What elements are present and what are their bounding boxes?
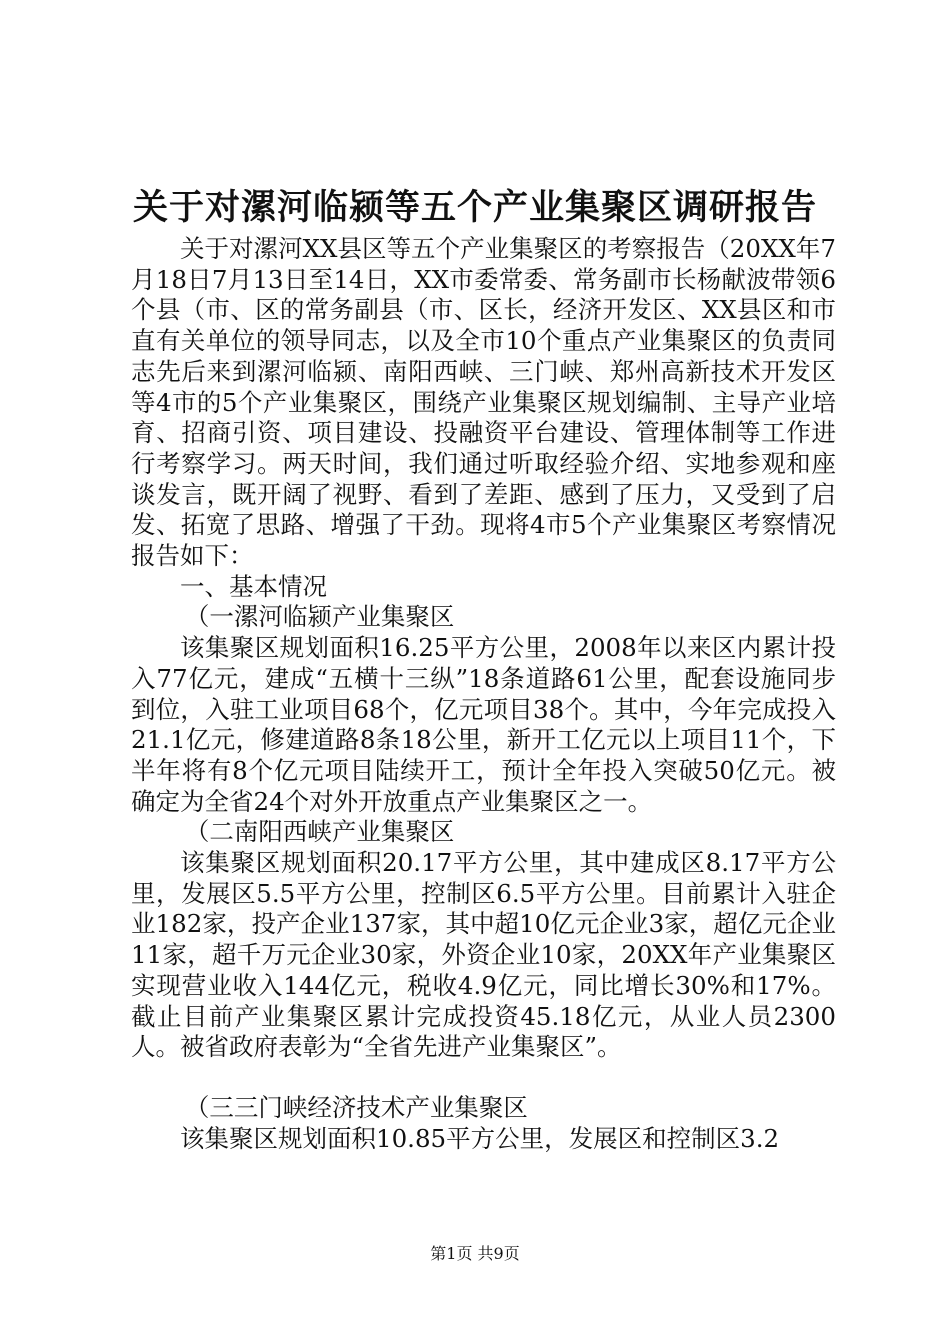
- intro-paragraph: 关于对漯河XX县区等五个产业集聚区的考察报告（20XX年7月18日7月13日至14日，XX市委常委、常务副市长杨献波带领6个县（市、区的常务副县（市、区长，经济开发区、XX县区和市直有关单位的领导同志，以及全市10个重点产业集聚区的负责同志先后来到漯河临颍、南阳西峡、三门峡、郑州高新技术开发区等4市的5个产业集聚区，围绕产业集聚区规划编制、主导产业培育、招商引资、项目建设、投融资平台建设、管理体制等工作进行考察学习。两天时间，我们通过听取经验介绍、实地参观和座谈发言，既开阔了视野、看到了差距、感到了压力，又受到了启发、拓宽了思路、增强了干劲。现将4市5个产业集聚区考察情况报告如下：: [131, 234, 836, 571]
- subsection-heading-sanmenxia: （三三门峡经济技术产业集聚区: [184, 1092, 528, 1122]
- subsection-body-xixia: 该集聚区规划面积20.17平方公里，其中建成区8.17平方公里，发展区5.5平方公里，控制区6.5平方公里。目前累计入驻企业182家，投产企业137家，其中超10亿元企业3家，超亿元企业11家，超千万元企业30家，外资企业10家，20XX年产业集聚区实现营业收入144亿元，税收4.9亿元，同比增长30%和17%。截止目前产业集聚区累计完成投资45.18亿元，从业人员2300人。被省政府表彰为“全省先进产业集聚区”。: [131, 848, 836, 1062]
- subsection-body-sanmenxia: 该集聚区规划面积10.85平方公里，发展区和控制区3.2: [180, 1123, 780, 1153]
- page-footer: 第1页 共9页: [430, 1244, 520, 1263]
- subsection-heading-linying: （一漯河临颍产业集聚区: [184, 602, 455, 632]
- document-title: 关于对漯河临颍等五个产业集聚区调研报告: [132, 187, 817, 228]
- section-heading-basic-info: 一、基本情况: [180, 571, 327, 601]
- subsection-body-linying: 该集聚区规划面积16.25平方公里，2008年以来区内累计投入77亿元，建成“五横十三纵”18条道路61公里，配套设施同步到位，入驻工业项目68个，亿元项目38个。其中，今年完成投入21.1亿元，修建道路8条18公里，新开工亿元以上项目11个，下半年将有8个亿元项目陆续开工，预计全年投入突破50亿元。被确定为全省24个对外开放重点产业集聚区之一。: [131, 633, 836, 816]
- document-body: [131, 234, 836, 1154]
- subsection-heading-xixia: （二南阳西峡产业集聚区: [184, 817, 455, 847]
- paragraph-gap: [131, 1063, 836, 1093]
